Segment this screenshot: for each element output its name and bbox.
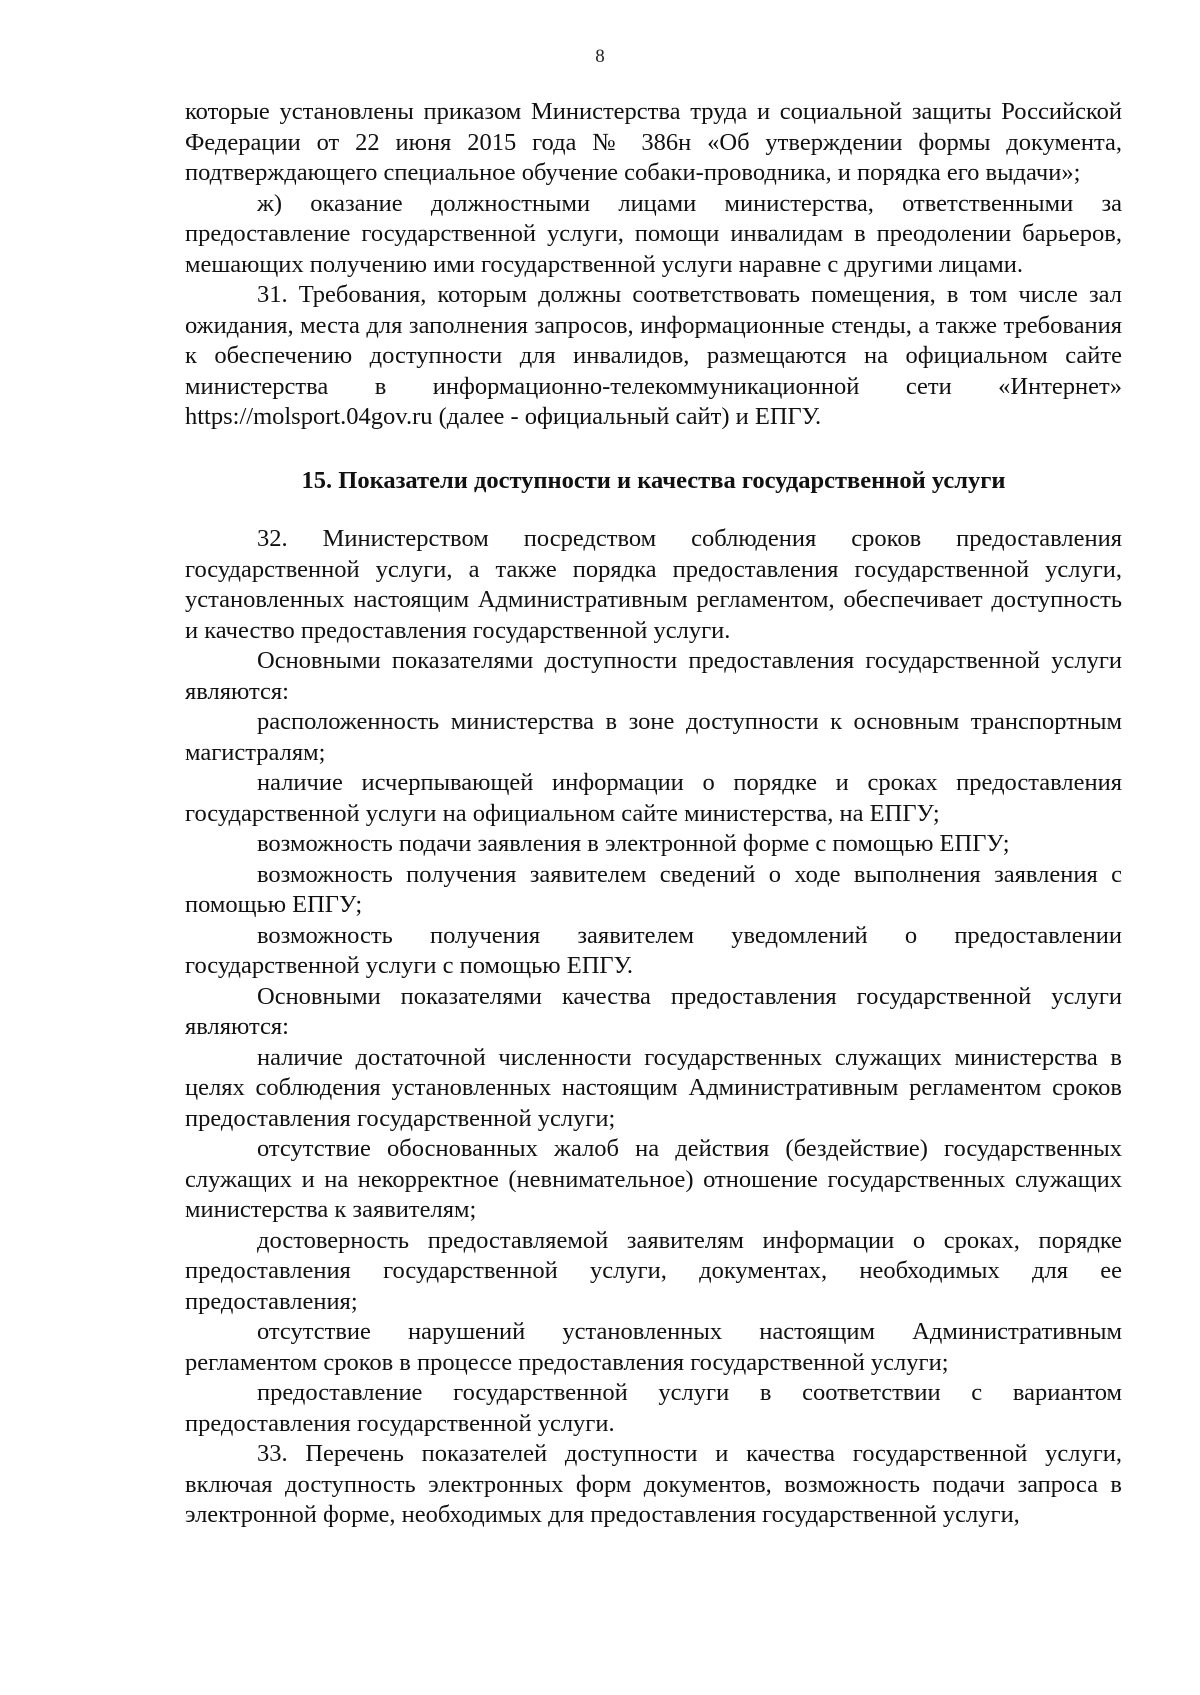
paragraph: возможность получения заявителем сведений о ходе выполнения заявления с помощью ЕПГУ;: [185, 860, 1122, 918]
paragraph: отсутствие обоснованных жалоб на действия (бездействие) государственных служащих и на некорректное (невнимательное) отношение государственных служащих министерства к заявителям;: [185, 1135, 1122, 1223]
document-body: [185, 97, 1122, 1531]
paragraph: ж) оказание должностными лицами министерства, ответственными за предоставление государственной услуги, помощи инвалидам в преодолении барьеров, мешающих получению ими государственной услуги наравне с другими лицами.: [185, 189, 1122, 278]
paragraph: 33. Перечень показателей доступности и качества государственной услуги, включая доступность электронных форм документов, возможность подачи запроса в электронной форме, необходимых для предоставления государственной услуги,: [185, 1440, 1122, 1528]
paragraph: отсутствие нарушений установленных настоящим Административным регламентом сроков в процессе предоставления государственной услуги;: [185, 1318, 1122, 1376]
paragraph: расположенность министерства в зоне доступности к основным транспортным магистралям;: [185, 708, 1122, 766]
paragraph: возможность получения заявителем уведомлений о предоставлении государственной услуги с помощью ЕПГУ.: [185, 921, 1122, 979]
paragraph: наличие достаточной численности государственных служащих министерства в целях соблюдения установленных настоящим Административным регламентом сроков предоставления государственной услуги;: [185, 1043, 1122, 1132]
paragraph: 32. Министерством посредством соблюдения сроков предоставления государственной услуги, а также порядка предоставления государственной услуги, установленных настоящим Административным регламентом, обеспечивает доступность и качество предоставления государственной услуги.: [185, 525, 1122, 644]
paragraph: Основными показателями доступности предоставления государственной услуги являются:: [185, 647, 1122, 705]
paragraph: предоставление государственной услуги в соответствии с вариантом предоставления государственной услуги.: [185, 1379, 1122, 1437]
paragraph: Основными показателями качества предоставления государственной услуги являются:: [185, 982, 1122, 1040]
paragraph: наличие исчерпывающей информации о порядке и сроках предоставления государственной услуги на официальном сайте министерства, на ЕПГУ;: [185, 769, 1122, 827]
paragraph: 31. Требования, которым должны соответствовать помещения, в том числе зал ожидания, места для заполнения запросов, информационные стенды, а также требования к обеспечению доступности для инвалидов, размещаются на официальном сайте министерства в информационно-телекоммуникационной сети «Интернет» https://molsport.04gov.ru (далее - официальный сайт) и ЕПГУ.: [185, 281, 1122, 430]
page-number: 8: [595, 46, 605, 67]
paragraph: достоверность предоставляемой заявителям информации о сроках, порядке предоставления государственной услуги, документах, необходимых для ее предоставления;: [185, 1226, 1122, 1315]
paragraph: возможность подачи заявления в электронной форме с помощью ЕПГУ;: [257, 830, 1010, 857]
section-heading: 15. Показатели доступности и качества государственной услуги: [301, 466, 1006, 494]
paragraph-continuation: которые установлены приказом Министерства труда и социальной защиты Российской Федерации от 22 июня 2015 года № 386н «Об утверждении формы документа, подтверждающего специальное обучение собаки-проводника, и порядка его выдачи»;: [185, 98, 1122, 186]
